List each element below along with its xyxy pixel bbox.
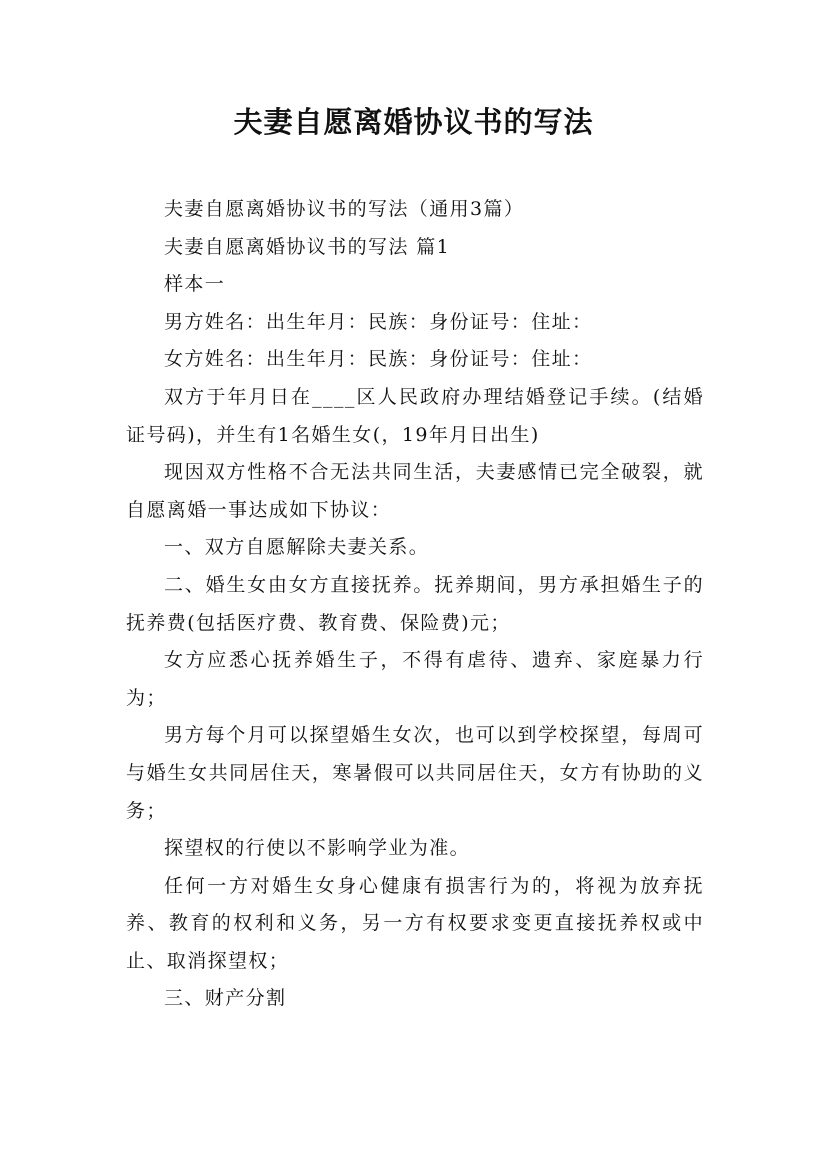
paragraph-clause-2: 二、婚生女由女方直接抚养。抚养期间，男方承担婚生子的抚养费(包括医疗费、教育费、保险费)元； bbox=[126, 573, 704, 634]
paragraph-visitation-limit: 探望权的行使以不影响学业为准。 bbox=[164, 837, 471, 860]
document-title: 夫妻自愿离婚协议书的写法 bbox=[233, 105, 594, 139]
paragraph-custody-change: 任何一方对婚生女身心健康有损害行为的，将视为放弃抚养、教育的权利和义务，另一方有权要求变更直接抚养权或中止、取消探望权； bbox=[126, 874, 704, 972]
paragraph-marriage-registration: 双方于年月日在____区人民政府办理结婚登记手续。(结婚证号码)，并生有1名婚生女(，19年月日出生) bbox=[126, 385, 704, 446]
paragraph-female-info: 女方姓名：出生年月：民族：身份证号：住址： bbox=[164, 348, 593, 371]
paragraph-male-info: 男方姓名：出生年月：民族：身份证号：住址： bbox=[164, 310, 593, 333]
paragraph-care-duty: 女方应悉心抚养婚生子，不得有虐待、遗弃、家庭暴力行为； bbox=[126, 649, 704, 709]
paragraph-subtitle: 夫妻自愿离婚协议书的写法（通用3篇） bbox=[164, 198, 525, 220]
document-body bbox=[126, 191, 704, 1018]
paragraph-clause-1: 一、双方自愿解除夫妻关系。 bbox=[164, 536, 430, 559]
paragraph-sample-label: 样本一 bbox=[164, 273, 226, 296]
paragraph-divorce-reason: 现因双方性格不合无法共同生活，夫妻感情已完全破裂，就自愿离婚一事达成如下协议： bbox=[126, 461, 704, 521]
paragraph-section-heading: 夫妻自愿离婚协议书的写法 篇1 bbox=[164, 235, 451, 258]
paragraph-clause-3: 三、财产分割 bbox=[164, 987, 287, 1010]
paragraph-visitation: 男方每个月可以探望婚生女次，也可以到学校探望，每周可与婚生女共同居住天，寒暑假可以共同居住天，女方有协助的义务； bbox=[126, 724, 704, 822]
